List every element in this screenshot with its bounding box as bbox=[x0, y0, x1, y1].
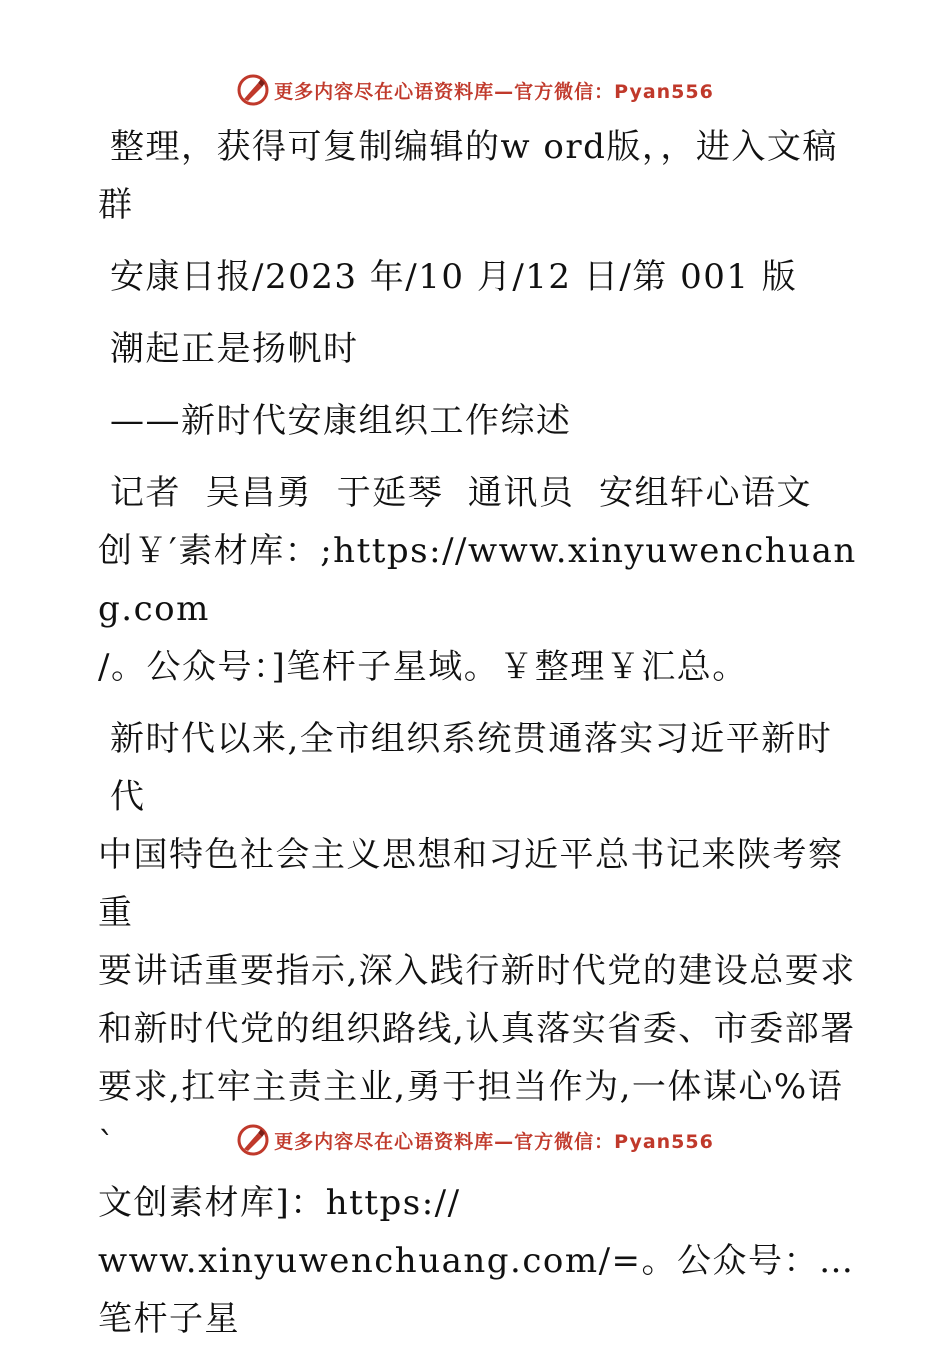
pen-logo-icon bbox=[236, 1123, 270, 1157]
body-line-2: 中国特色社会主义思想和习近平总书记来陕考察重 bbox=[98, 835, 844, 933]
document-body bbox=[98, 118, 858, 1348]
intro-line-1: 整理，获得可复制编辑的w ord版，，进入文稿 bbox=[110, 127, 838, 167]
byline-line-1: 记者 吴昌勇 于延琴 通讯员 安组轩心语文 bbox=[110, 473, 812, 513]
header-banner bbox=[0, 70, 950, 110]
body-line-3: 要讲话重要指示,深入践行新时代党的建设总要求 bbox=[98, 951, 856, 991]
wechat-id: Pyan556 bbox=[614, 80, 714, 103]
banner-text: 更多内容尽在心语资料库—官方微信：Pyan556 bbox=[274, 1130, 714, 1153]
footer-banner bbox=[0, 1120, 950, 1160]
byline-line-3: /。公众号：]笔杆子星域。￥整理￥汇总。 bbox=[98, 647, 748, 687]
wechat-id: Pyan556 bbox=[614, 1130, 714, 1153]
body-line-6: 文创素材库]：https:// bbox=[98, 1183, 461, 1223]
banner-text: 更多内容尽在心语资料库—官方微信：Pyan556 bbox=[274, 80, 714, 103]
body-line-1: 新时代以来,全市组织系统贯通落实习近平新时代 bbox=[110, 719, 833, 817]
body-line-7: www.xinyuwenchuang.com/=。公众号：…笔杆子星 bbox=[98, 1241, 855, 1339]
intro-line-2: 群 bbox=[98, 185, 134, 225]
dateline: 安康日报/2023 年/10 月/12 日/第 001 版 bbox=[110, 257, 798, 297]
article-subtitle: ——新时代安康组织工作综述 bbox=[110, 401, 572, 441]
article-title: 潮起正是扬帆时 bbox=[110, 329, 359, 369]
byline-line-2: 创￥′素材库：;https://www.xinyuwenchuang.com bbox=[98, 531, 857, 629]
pen-logo-icon bbox=[236, 73, 270, 107]
body-line-5: 要求,扛牢主责主业,勇于担当作为,一体谋心%语ˋ bbox=[98, 1067, 844, 1165]
body-line-4: 和新时代党的组织路线,认真落实省委、市委部署 bbox=[98, 1009, 856, 1049]
